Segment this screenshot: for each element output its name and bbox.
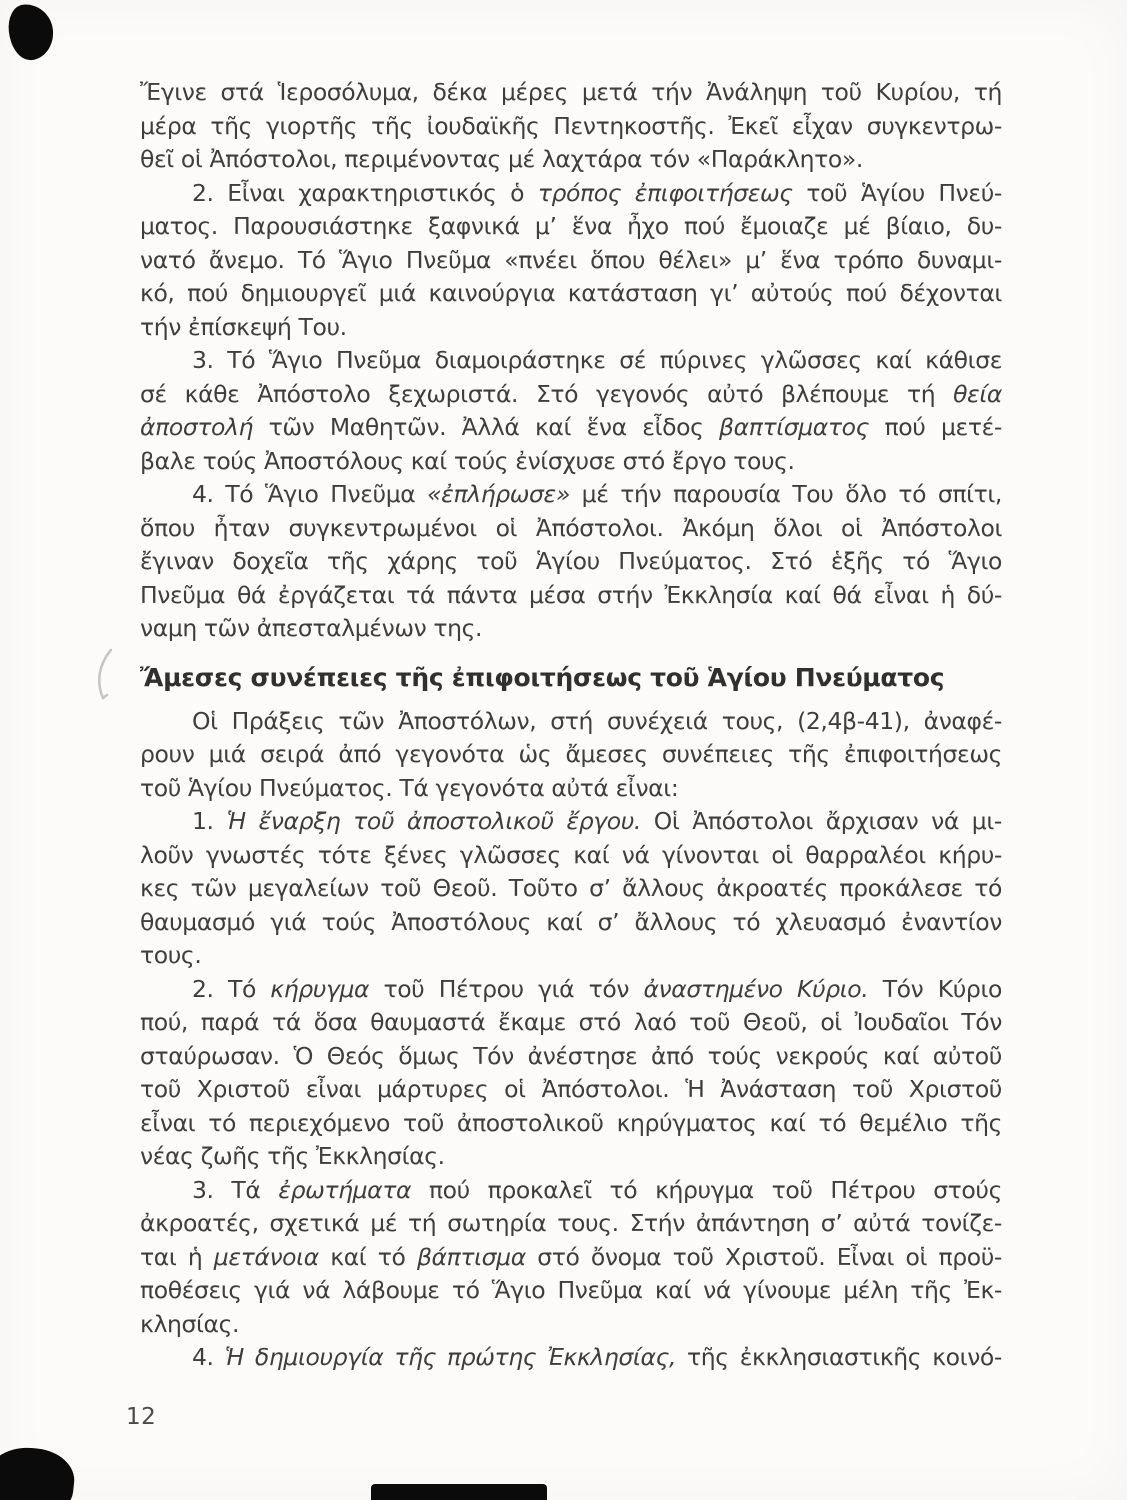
section-after-heading [140, 705, 1002, 1375]
text-run: τῆς ἐκκλησιαστικῆς κοινό- [676, 1343, 1002, 1371]
text-line [140, 872, 1002, 906]
section-before-heading [140, 76, 1002, 646]
text-line [140, 1174, 1002, 1208]
text-run: σέ κάθε Ἀπόστολο ξεχωριστά. Στό γεγονός αὐτό βλέπουμε τή [140, 379, 954, 408]
text-run: Πνεῦμα θά ἐργάζεται τά πάντα μέσα στήν Ἐκκλησία καί θά εἶναι ἡ δύ- [140, 580, 1002, 609]
text-run: βαλε τούς Ἀποστόλους καί τούς ἐνίσχυσε στό ἔργο τους. [140, 446, 795, 475]
text-line [140, 244, 1002, 278]
text-run: κλησίας. [140, 1309, 240, 1338]
text-line [140, 705, 1002, 739]
page-content [140, 76, 1002, 1375]
text-line [140, 1140, 1002, 1174]
italic-text-run: ἀποστολή [140, 413, 254, 441]
text-run: 3. Τό Ἅγιο Πνεῦμα διαμοιράστηκε σέ πύρινες γλῶσσες καί κάθισε [192, 346, 1002, 374]
text-run: Οἱ Πράξεις τῶν Ἀποστόλων, στή συνέχειά τους, (2,4β-41), ἀναφέ- [192, 706, 1002, 735]
text-run: τοῦ Ἁγίου Πνεύ- [792, 178, 1002, 207]
text-run: τους. [140, 941, 202, 969]
text-line [140, 177, 1002, 211]
text-line [140, 76, 1002, 110]
text-run: λοῦν γνωστές τότε ξένες γλῶσσες καί νά γίνονται οἱ θαρραλέοι κήρυ- [140, 840, 1002, 869]
text-line [140, 1073, 1002, 1107]
text-run: ἀκροατές, σχετικά μέ τή σωτηρία τους. Στήν ἀπάντηση σ’ αὐτά τονίζε- [140, 1209, 1002, 1237]
text-line [140, 277, 1002, 311]
paragraph [140, 805, 1002, 973]
text-run: ματος. Παρουσιάστηκε ξαφνικά μ’ ἕνα ἦχο πού ἔμοιαζε μέ βίαιο, δυ- [140, 212, 1002, 240]
italic-text-run: ἐρωτήματα [278, 1175, 412, 1204]
text-line [140, 805, 1002, 839]
text-line [140, 143, 1002, 177]
scan-artifact-top-left [6, 2, 56, 62]
text-run: πού προκαλεῖ τό κήρυγμα τοῦ Πέτρου στούς [411, 1175, 1002, 1204]
page-number: 12 [126, 1404, 157, 1430]
text-run: καί τό [318, 1242, 417, 1271]
text-run: ρουν μιά σειρά ἀπό γεγονότα ὡς ἄμεσες συνέπειες τῆς ἐπιφοιτήσεως [140, 740, 1002, 768]
text-run: ποθέσεις γιά νά λάβουμε τό Ἅγιο Πνεῦμα καί νά γίνουμε μέλη τῆς Ἐκ- [140, 1276, 1002, 1304]
paragraph [140, 1341, 1002, 1375]
text-line [140, 1241, 1002, 1275]
italic-text-run: τρόπος ἐπιφοιτήσεως [537, 178, 793, 207]
text-line [140, 1308, 1002, 1342]
text-line [140, 344, 1002, 378]
text-line [140, 939, 1002, 973]
italic-text-run: ἀναστημένο Κύριο. [643, 974, 869, 1003]
text-line [140, 1274, 1002, 1308]
text-line [140, 612, 1002, 646]
text-run: τοῦ Ἁγίου Πνεύματος. Τά γεγονότα αὐτά εἶναι: [140, 773, 679, 802]
text-line [140, 973, 1002, 1007]
text-run: τοῦ Πέτρου γιά τόν [369, 974, 644, 1003]
text-run: ὅπου ἦταν συγκεντρωμένοι οἱ Ἀπόστολοι. Ἀκόμη ὅλοι οἱ Ἀπόστολοι [140, 513, 1002, 542]
text-line [140, 311, 1002, 345]
italic-text-run: θεία [953, 379, 1002, 408]
text-run: νέας ζωῆς τῆς Ἐκκλησίας. [140, 1142, 445, 1170]
text-line [140, 738, 1002, 772]
text-line [140, 478, 1002, 512]
text-run: μέ τήν παρουσία Του ὅλο τό σπίτι, [569, 480, 1002, 508]
text-run: πού, παρά τά ὅσα θαυμαστά ἔκαμε στό λαό τοῦ Θεοῦ, οἱ Ἰουδαῖοι Τόν [140, 1008, 1002, 1036]
text-run: στό ὄνομα τοῦ Χριστοῦ. Εἶναι οἱ προϋ- [525, 1242, 1002, 1271]
text-run: Ἔγινε στά Ἱεροσόλυμα, δέκα μέρες μετά τήν Ἀνάληψη τοῦ Κυρίου, τή [140, 78, 1002, 106]
text-run: κό, πού δημιουργεῖ μιά καινούργια κατάσταση γι’ αὐτούς πού δέχονται [140, 279, 1002, 307]
text-run: ται ἡ [140, 1242, 214, 1271]
text-run: 2. Τό [192, 974, 271, 1003]
italic-text-run: Ἡ δημιουργία τῆς πρώτης Ἐκκλησίας, [224, 1343, 677, 1371]
text-line [140, 110, 1002, 144]
text-run: σταύρωσαν. Ὁ Θεός ὅμως Τόν ἀνέστησε ἀπό τούς νεκρούς καί αὐτοῦ [140, 1041, 1002, 1070]
text-run: μέρα τῆς γιορτῆς τῆς ἰουδαϊκῆς Πεντηκοστῆς. Ἐκεῖ εἶχαν συγκεντρω- [140, 111, 1002, 140]
text-run: νατό ἄνεμο. Τό Ἅγιο Πνεῦμα «πνέει ὅπου θέλει» μ’ ἕνα τρόπο δυναμι- [140, 245, 1002, 274]
text-line [140, 210, 1002, 244]
text-run: ἔγιναν δοχεῖα τῆς χάρης τοῦ Ἁγίου Πνεύματος. Στό ἑξῆς τό Ἅγιο [140, 547, 1002, 575]
text-line [140, 411, 1002, 445]
text-run: 4. [192, 1343, 225, 1371]
text-run: κες τῶν μεγαλείων τοῦ Θεοῦ. Τοῦτο σ’ ἄλλους ἀκροατές προκάλεσε τό [140, 874, 1002, 902]
paragraph [140, 478, 1002, 646]
text-run: 3. Τά [192, 1175, 279, 1204]
italic-text-run: Ἡ ἔναρξη τοῦ ἀποστολικοῦ ἔργου. [226, 807, 641, 835]
text-run: θεῖ οἱ Ἀπόστολοι, περιμένοντας μέ λαχτάρα τόν «Παράκλητο». [140, 145, 863, 173]
text-run: ναμη τῶν ἀπεσταλμένων της. [140, 614, 483, 642]
scan-artifact-bottom-left [0, 1444, 77, 1500]
italic-text-run: μετάνοια [213, 1242, 319, 1271]
text-line [140, 772, 1002, 806]
text-run: Οἱ Ἀπόστολοι ἄρχισαν νά μι- [640, 807, 1002, 835]
text-line [140, 1006, 1002, 1040]
text-line [140, 906, 1002, 940]
section-heading: Ἄμεσες συνέπειες τῆς ἐπιφοιτήσεως τοῦ Ἁγίου Πνεύματος [140, 662, 945, 692]
text-line [140, 839, 1002, 873]
text-line [140, 378, 1002, 412]
text-run: τῶν Μαθητῶν. Ἀλλά καί ἕνα εἶδος [253, 413, 720, 441]
text-line [140, 579, 1002, 613]
text-run: 1. [192, 807, 227, 835]
paragraph [140, 344, 1002, 478]
text-run: Τόν Κύριο [868, 974, 1002, 1003]
text-line [140, 1107, 1002, 1141]
text-run: τοῦ Χριστοῦ εἶναι μάρτυρες οἱ Ἀπόστολοι. Ἡ Ἀνάσταση τοῦ Χριστοῦ [140, 1075, 1002, 1103]
paragraph [140, 1174, 1002, 1342]
paragraph [140, 705, 1002, 806]
italic-text-run: «ἐπλήρωσε» [427, 480, 570, 508]
text-run: εἶναι τό περιεχόμενο τοῦ ἀποστολικοῦ κηρύγματος καί τό θεμέλιο τῆς [140, 1108, 1002, 1137]
text-run: 4. Τό Ἅγιο Πνεῦμα [192, 480, 428, 508]
text-line [140, 445, 1002, 479]
text-line [140, 1207, 1002, 1241]
text-run: πού μετέ- [869, 413, 1002, 441]
italic-text-run: βάπτισμα [416, 1242, 526, 1271]
italic-text-run: κήρυγμα [270, 974, 370, 1003]
paragraph [140, 973, 1002, 1174]
text-run: 2. Εἶναι χαρακτηριστικός ὁ [192, 178, 538, 207]
text-line [140, 1341, 1002, 1375]
scan-artifact-bottom-bar [371, 1484, 547, 1500]
paragraph [140, 76, 1002, 177]
text-run: θαυμασμό γιά τούς Ἀποστόλους καί σ’ ἄλλους τό χλευασμό ἐναντίον [140, 907, 1002, 936]
text-line [140, 512, 1002, 546]
text-line [140, 545, 1002, 579]
paragraph [140, 177, 1002, 345]
text-line [140, 1040, 1002, 1074]
pen-mark [94, 648, 118, 702]
italic-text-run: βαπτίσματος [719, 413, 870, 441]
text-run: τήν ἐπίσκεψή Του. [140, 312, 347, 341]
